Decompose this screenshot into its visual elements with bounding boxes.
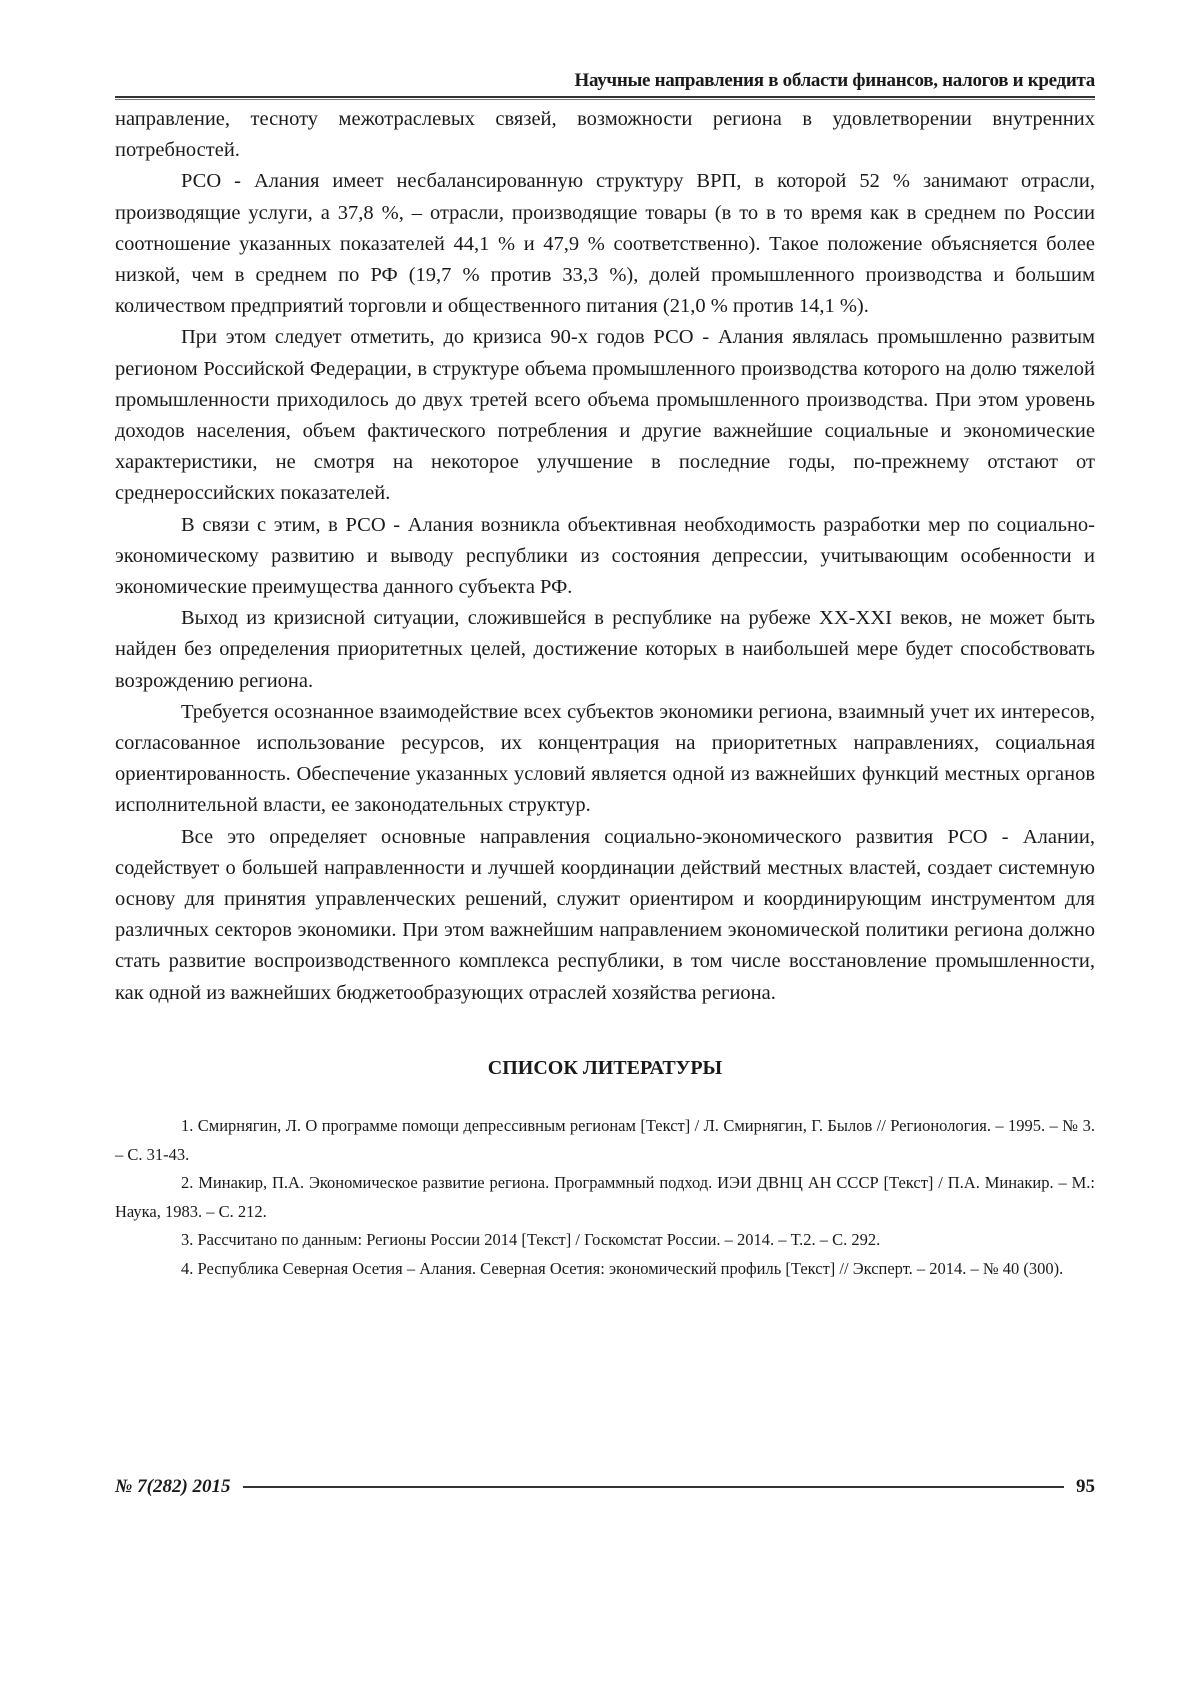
paragraph: Требуется осознанное взаимодействие всех субъектов экономики региона, взаимный учет их интересов, согласованное использование ресурсов, их концентрация на приоритетных направлениях, социальная ориентированность. Обеспечение указанных условий является одной из важнейших функций местных органов исполнительной власти, ее законодательных структур. (115, 697, 1095, 822)
article-body (115, 104, 1095, 1283)
paragraph: Все это определяет основные направления социально-экономического развития РСО - Алании, содействует о большей направленности и лучшей координации действий местных властей, создает системную основу для принятия управленческих решений, служит ориентиром и координирующим инструментом для различных секторов экономики. При этом важнейшим направлением экономической политики региона должно стать развитие воспроизводственного комплекса республики, в том числе восстановление промышленности, как одной из важнейших бюджетообразующих отраслей хозяйства региона. (115, 822, 1095, 1009)
page-footer (115, 1476, 1095, 1498)
issue-number: № 7(282) 2015 (115, 1476, 231, 1498)
references-heading: СПИСОК ЛИТЕРАТУРЫ (115, 1053, 1095, 1084)
reference-item: 4. Республика Северная Осетия – Алания. Северная Осетия: экономический профиль [Текст] // Эксперт. – 2014. – № 40 (300). (115, 1255, 1095, 1284)
reference-item: 2. Минакир, П.А. Экономическое развитие региона. Программный подход. ИЭИ ДВНЦ АН СССР [Текст] / П.А. Минакир. – М.: Наука, 1983. – С. 212. (115, 1169, 1095, 1226)
reference-item: 1. Смирнягин, Л. О программе помощи депрессивным регионам [Текст] / Л. Смирнягин, Г. Былов // Регионология. – 1995. – № 3. – С. 31-43. (115, 1112, 1095, 1169)
footer-rule (243, 1486, 1064, 1488)
reference-item: 3. Рассчитано по данным: Регионы России 2014 [Текст] / Госкомстат России. – 2014. – Т.2. – С. 292. (115, 1226, 1095, 1255)
page-number: 95 (1076, 1476, 1095, 1498)
paragraph: При этом следует отметить, до кризиса 90-х годов РСО - Алания являлась промышленно развитым регионом Российской Федерации, в структуре объема промышленного производства которого на долю тяжелой промышленности приходилось до двух третей всего объема промышленного производства. При этом уровень доходов населения, объем фактического потребления и другие важнейшие социальные и экономические характеристики, не смотря на некоторое улучшение в последние годы, по-прежнему отстают от среднероссийских показателей. (115, 322, 1095, 509)
running-header: Научные направления в области финансов, налогов и кредита (115, 70, 1095, 92)
paragraph: РСО - Алания имеет несбалансированную структуру ВРП, в которой 52 % занимают отрасли, производящие услуги, а 37,8 %, – отрасли, производящие товары (в то в то время как в среднем по России соотношение указанных показателей 44,1 % и 47,9 % соответственно). Такое положение объясняется более низкой, чем в среднем по РФ (19,7 % против 33,3 %), долей промышленного производства и большим количеством предприятий торговли и общественного питания (21,0 % против 14,1 %). (115, 166, 1095, 322)
header-rule (115, 96, 1095, 100)
paragraph: Выход из кризисной ситуации, сложившейся в республике на рубеже XX-XXI веков, не может быть найден без определения приоритетных целей, достижение которых в наибольшей мере будет способствовать возрождению региона. (115, 603, 1095, 697)
paragraph: направление, тесноту межотраслевых связей, возможности региона в удовлетворении внутренних потребностей. (115, 104, 1095, 166)
paragraph: В связи с этим, в РСО - Алания возникла объективная необходимость разработки мер по социально-экономическому развитию и выводу республики из состояния депрессии, учитывающим особенности и экономические преимущества данного субъекта РФ. (115, 510, 1095, 604)
references-list (115, 1112, 1095, 1283)
